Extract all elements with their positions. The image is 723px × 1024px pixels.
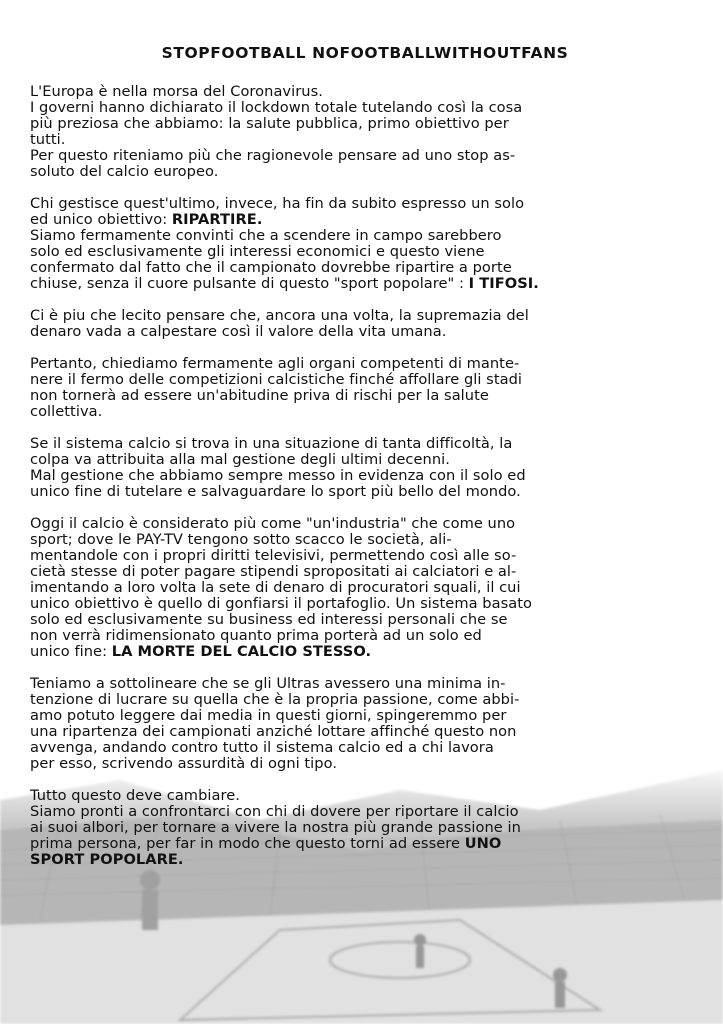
flyer-content bbox=[30, 44, 700, 884]
text-line: Siamo fermamente convinti che a scendere in campo sarebbero bbox=[30, 227, 502, 244]
text-line: tenzione di lucrare su quella che è la propria passione, come abbi- bbox=[30, 691, 520, 708]
text-line: solo ed esclusivamente su business ed interessi personali che se bbox=[30, 611, 508, 628]
text-line bbox=[30, 836, 700, 852]
text-segment: prima persona, per far in modo che questo torni ad essere bbox=[30, 835, 465, 852]
paragraph-2 bbox=[30, 196, 700, 292]
text-line: per esso, scrivendo assurdità di ogni tipo. bbox=[30, 755, 338, 772]
text-line: Siamo pronti a confrontarci con chi di dovere per riportare il calcio bbox=[30, 803, 519, 820]
text-line bbox=[30, 644, 700, 660]
text-line: unico fine di tutelare e salvaguardare lo sport più bello del mondo. bbox=[30, 483, 521, 500]
text-line: Teniamo a sottolineare che se gli Ultras avessero una minima in- bbox=[30, 675, 506, 692]
text-line: Ci è piu che lecito pensare che, ancora una volta, la supremazia del bbox=[30, 307, 529, 324]
paragraph-4 bbox=[30, 356, 700, 420]
emphasis-ripartire: RIPARTIRE. bbox=[171, 211, 263, 228]
text-line: nere il fermo delle competizioni calcistiche finché affollare gli stadi bbox=[30, 371, 523, 388]
text-line: collettiva. bbox=[30, 403, 103, 420]
text-line: confermato dal fatto che il campionato dovrebbe ripartire a porte bbox=[30, 259, 512, 276]
text-line: sport; dove le PAY-TV tengono sotto scacco le società, ali- bbox=[30, 531, 452, 548]
text-line: tutti. bbox=[30, 131, 66, 148]
text-segment: chiuse, senza il cuore pulsante di questo "sport popolare" : bbox=[30, 275, 469, 292]
text-line: Per questo riteniamo più che ragionevole pensare ad uno stop as- bbox=[30, 147, 516, 164]
text-line: non verrà ridimensionato quanto prima porterà ad un solo ed bbox=[30, 627, 482, 644]
text-line: avvenga, andando contro tutto il sistema calcio ed a chi lavora bbox=[30, 739, 494, 756]
text-line: amo potuto leggere dai media in questi giorni, spingeremmo per bbox=[30, 707, 507, 724]
document-title: STOPFOOTBALL NOFOOTBALLWITHOUTFANS bbox=[161, 44, 569, 62]
text-line: cietà stesse di poter pagare stipendi spropositati ai calciatori e al- bbox=[30, 563, 517, 580]
text-line: Pertanto, chiediamo fermamente agli organi competenti di mante- bbox=[30, 355, 520, 372]
paragraph-6 bbox=[30, 516, 700, 660]
text-line: non tornerà ad essere un'abitudine priva di rischi per la salute bbox=[30, 387, 489, 404]
emphasis-tifosi: I TIFOSI. bbox=[468, 275, 539, 292]
text-line: Se il sistema calcio si trova in una situazione di tanta difficoltà, la bbox=[30, 435, 513, 452]
text-line: denaro vada a calpestare così il valore della vita umana. bbox=[30, 323, 447, 340]
text-line: una ripartenza dei campionati anziché lottare affinché questo non bbox=[30, 723, 517, 740]
text-line: ai suoi albori, per tornare a vivere la nostra più grande passione in bbox=[30, 819, 521, 836]
text-line bbox=[30, 212, 700, 228]
text-line: mentandole con i propri diritti televisivi, permettendo così alle so- bbox=[30, 547, 517, 564]
text-line: Chi gestisce quest'ultimo, invece, ha fin da subito espresso un solo bbox=[30, 195, 525, 212]
text-line: L'Europa è nella morsa del Coronavirus. bbox=[30, 83, 323, 100]
paragraph-3 bbox=[30, 308, 700, 340]
text-segment: ed unico obiettivo: bbox=[30, 211, 172, 228]
text-line: Oggi il calcio è considerato più come "un'industria" che come uno bbox=[30, 515, 516, 532]
text-line bbox=[30, 852, 700, 868]
text-line: solo ed esclusivamente gli interessi economici e questo viene bbox=[30, 243, 485, 260]
text-line: imentando a loro volta la sete di denaro di procuratori squali, il cui bbox=[30, 579, 521, 596]
paragraph-8 bbox=[30, 788, 700, 868]
text-line: colpa va attribuita alla mal gestione degli ultimi decenni. bbox=[30, 451, 450, 468]
text-line: Tutto questo deve cambiare. bbox=[30, 787, 240, 804]
text-line: unico obiettivo è quello di gonfiarsi il portafoglio. Un sistema basato bbox=[30, 595, 532, 612]
emphasis-sport-popolare: SPORT POPOLARE. bbox=[30, 851, 184, 868]
text-line: Mal gestione che abbiamo sempre messo in evidenza con il solo ed bbox=[30, 467, 526, 484]
text-line: soluto del calcio europeo. bbox=[30, 163, 219, 180]
paragraph-1 bbox=[30, 84, 700, 180]
text-segment: unico fine: bbox=[30, 643, 112, 660]
text-line bbox=[30, 276, 700, 292]
text-line: più preziosa che abbiamo: la salute pubblica, primo obiettivo per bbox=[30, 115, 509, 132]
text-line: I governi hanno dichiarato il lockdown totale tutelando così la cosa bbox=[30, 99, 523, 116]
emphasis-uno: UNO bbox=[464, 835, 502, 852]
paragraph-5 bbox=[30, 436, 700, 500]
paragraph-7 bbox=[30, 676, 700, 772]
emphasis-morte-calcio: LA MORTE DEL CALCIO STESSO. bbox=[111, 643, 372, 660]
